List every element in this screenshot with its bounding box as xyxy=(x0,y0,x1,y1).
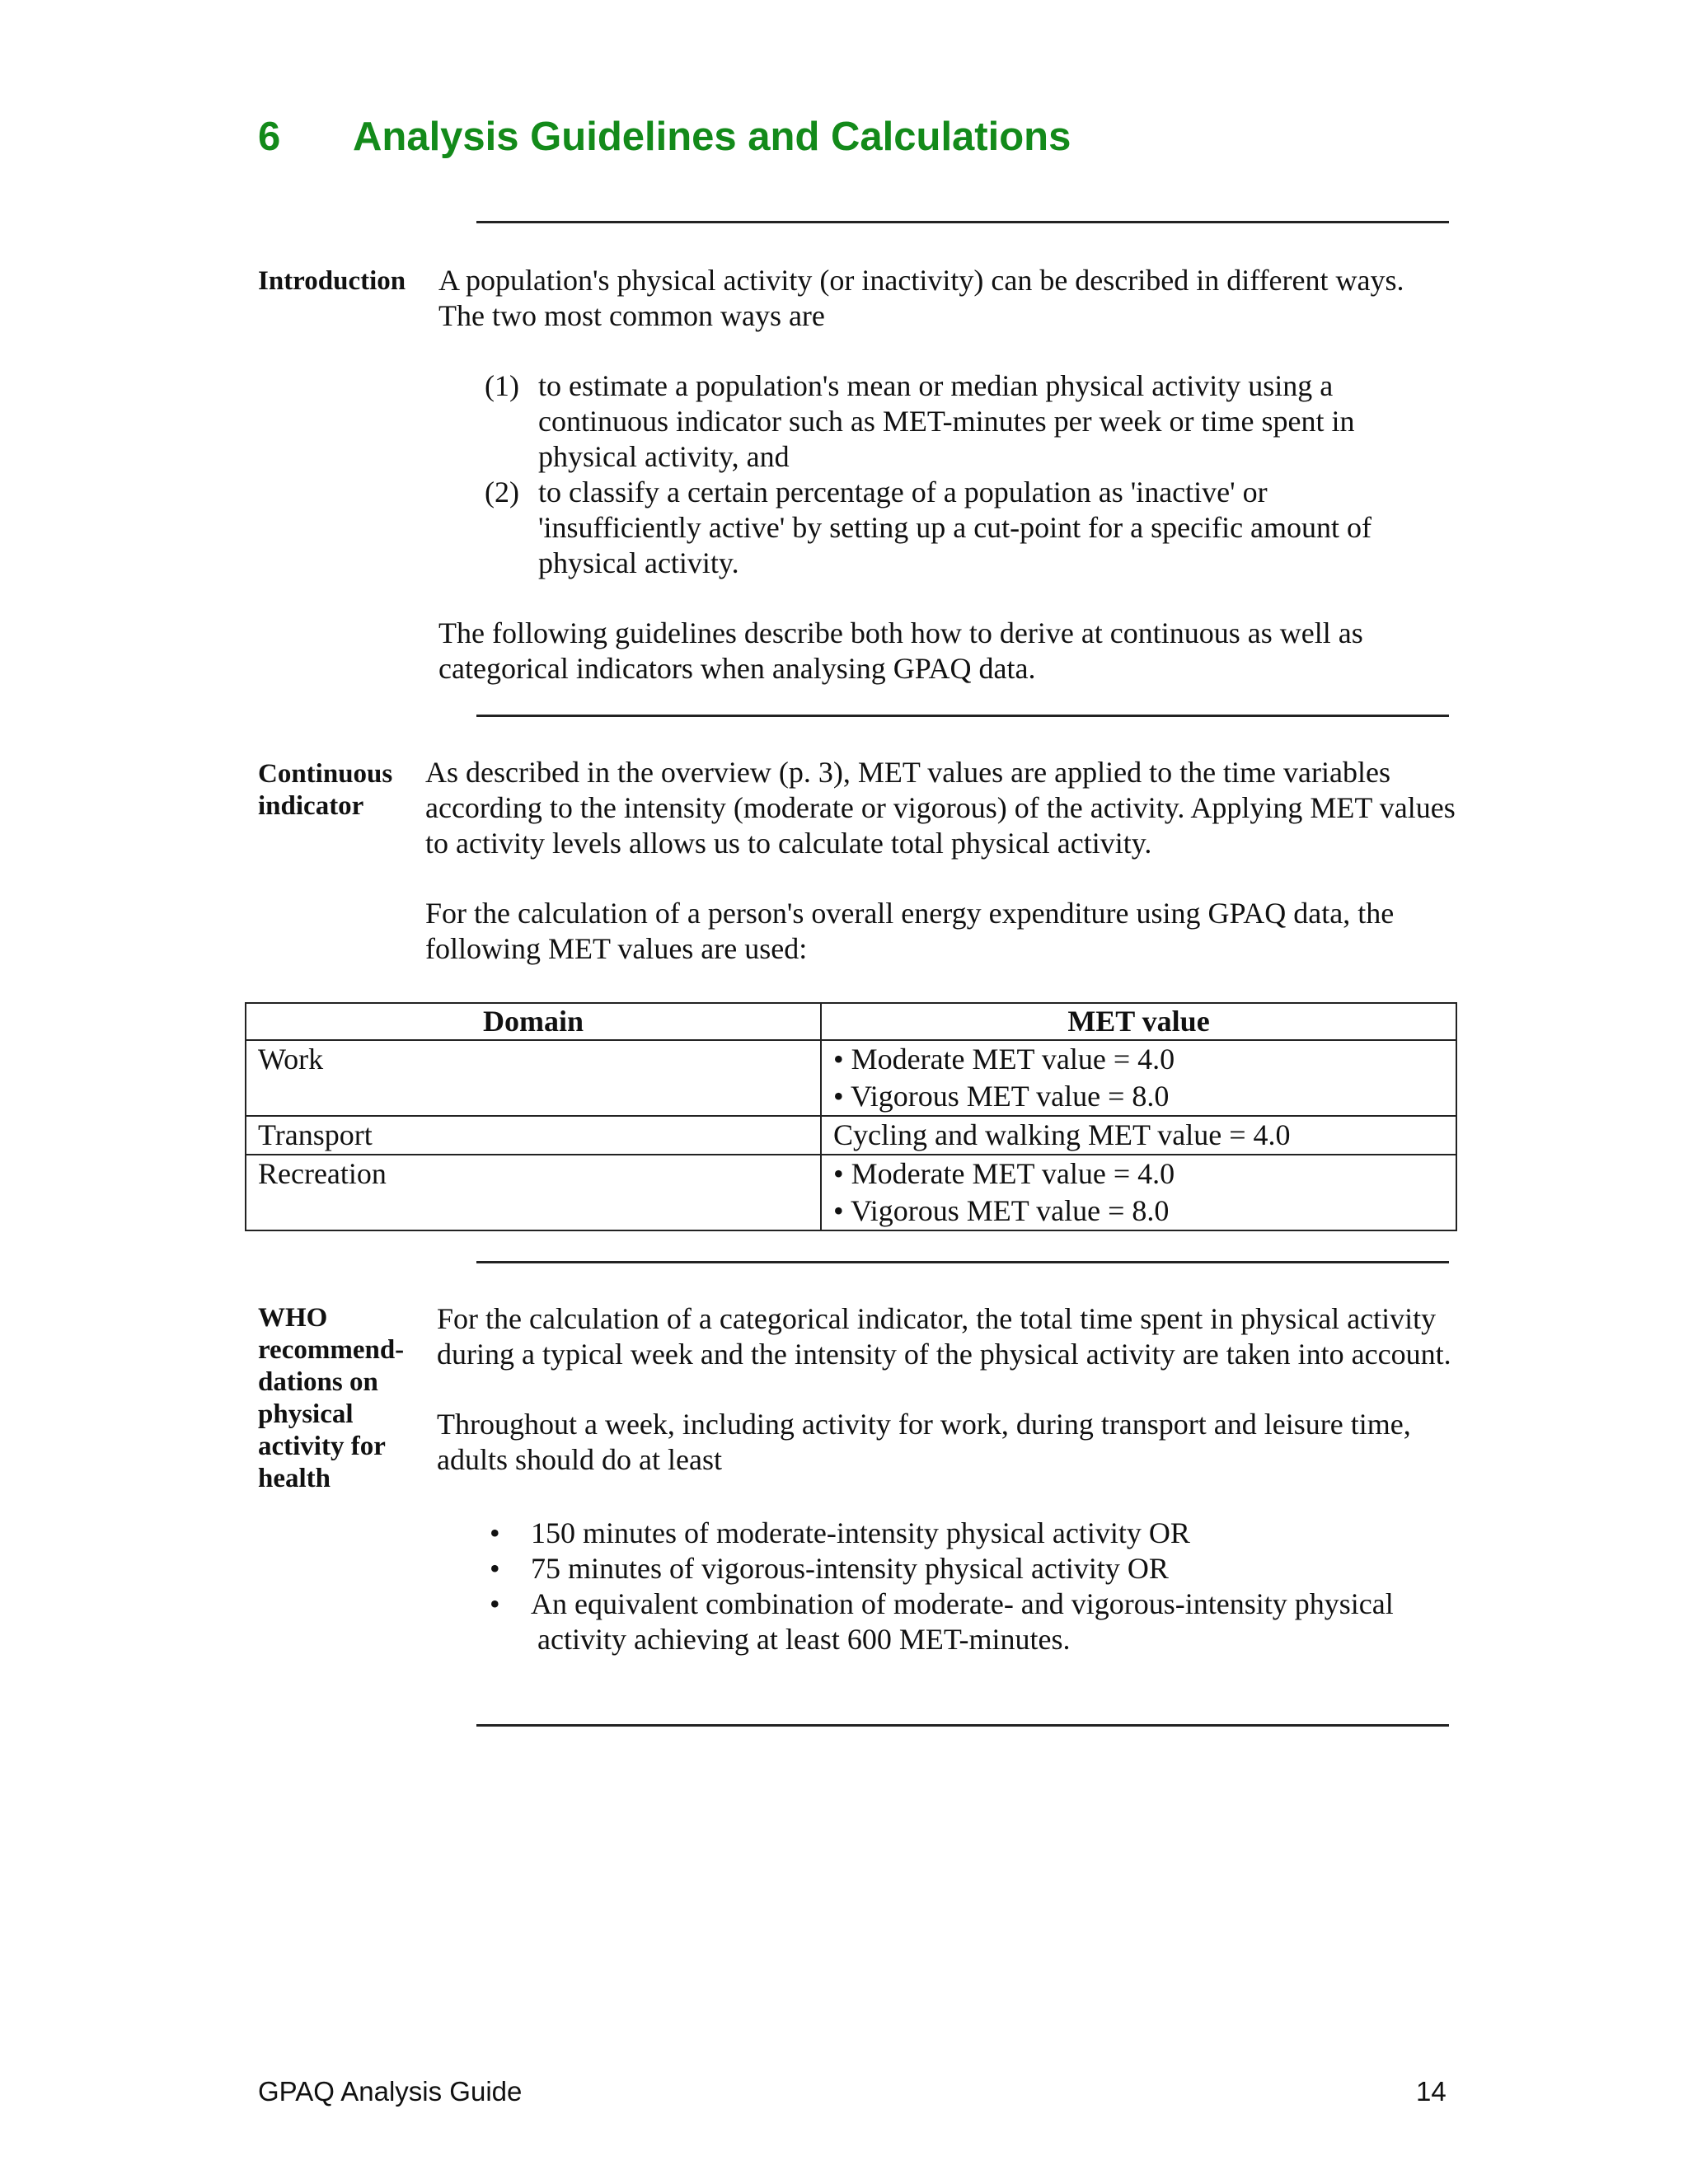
met-value-item: • Moderate MET value = 4.0 xyxy=(833,1157,1175,1190)
bullet-icon: • xyxy=(490,1552,500,1585)
section-heading xyxy=(258,114,1071,160)
list-item xyxy=(483,1551,1456,1586)
who-recommendations-body xyxy=(437,1301,1455,1657)
bullet-icon: • xyxy=(490,1516,500,1549)
met-value-cell xyxy=(821,1040,1456,1116)
table-row xyxy=(246,1040,1456,1116)
met-values-table xyxy=(245,1002,1457,1231)
divider-rule xyxy=(476,1261,1449,1263)
who-paragraph: For the calculation of a categorical indicator, the total time spent in physical activity during a typical week and the intensity of the physical activity are taken into account. xyxy=(437,1302,1451,1371)
list-marker: (1) xyxy=(485,369,519,402)
label-line: recommend- xyxy=(258,1335,405,1365)
continuous-paragraph-2: For the calculation of a person's overall energy expenditure using GPAQ data, the following MET values are used: xyxy=(425,897,1395,965)
label-line: physical xyxy=(258,1399,354,1429)
who-recommendations-label xyxy=(258,1302,404,1495)
continuous-paragraph: As described in the overview (p. 3), MET values are applied to the time variables according to the intensity (moderate or vigorous) of the activity. Applying MET values to activity levels allows us to calculate total physical activity. xyxy=(425,756,1456,860)
introduction-paragraph-2: The following guidelines describe both how to derive at continuous as well as categorical indicators when analysing GPAQ data. xyxy=(438,616,1363,685)
label-line: health xyxy=(258,1464,331,1493)
label-line: activity for xyxy=(258,1432,386,1461)
domain-cell: Work xyxy=(246,1040,821,1116)
domain-cell: Recreation xyxy=(246,1155,821,1230)
label-line: indicator xyxy=(258,791,364,821)
column-header-met-value: MET value xyxy=(821,1003,1456,1040)
list-item-text-continued: activity achieving at least 600 MET-minutes. xyxy=(537,1623,1071,1656)
introduction-numbered-list xyxy=(485,368,1416,581)
introduction-paragraph: A population's physical activity (or inactivity) can be described in different ways. The two most common ways are xyxy=(438,264,1404,332)
label-line: dations on xyxy=(258,1367,378,1397)
list-item xyxy=(483,1516,1456,1551)
list-item xyxy=(485,368,1416,475)
introduction-body xyxy=(438,263,1452,687)
list-item-text: 150 minutes of moderate-intensity physical activity OR xyxy=(531,1516,1190,1549)
footer-title: GPAQ Analysis Guide xyxy=(258,2076,523,2107)
section-title: Analysis Guidelines and Calculations xyxy=(353,115,1071,159)
list-item-text: An equivalent combination of moderate- and vigorous-intensity physical xyxy=(531,1587,1394,1620)
table-header-row xyxy=(246,1003,1456,1040)
label-line: WHO xyxy=(258,1303,328,1333)
who-paragraph-2: Throughout a week, including activity for work, during transport and leisure time, adults should do at least xyxy=(437,1408,1411,1476)
continuous-indicator-label xyxy=(258,758,392,823)
met-value-cell xyxy=(821,1155,1456,1230)
column-header-domain: Domain xyxy=(246,1003,821,1040)
section-number: 6 xyxy=(258,115,281,159)
divider-rule xyxy=(476,1724,1449,1727)
list-item xyxy=(483,1586,1456,1657)
label-line: Continuous xyxy=(258,759,393,789)
list-marker: (2) xyxy=(485,476,519,509)
list-item-text: to estimate a population's mean or median physical activity using a continuous indicator such as MET-minutes per week or time spent in physical activity, and xyxy=(538,369,1355,473)
list-item-text: to classify a certain percentage of a population as 'inactive' or 'insufficiently active' by setting up a cut-point for a specific amount of physical activity. xyxy=(538,476,1372,579)
list-item-text: 75 minutes of vigorous-intensity physical activity OR xyxy=(531,1552,1169,1585)
table-row xyxy=(246,1155,1456,1230)
met-value-cell: Cycling and walking MET value = 4.0 xyxy=(821,1116,1456,1155)
domain-cell: Transport xyxy=(246,1116,821,1155)
page-number: 14 xyxy=(1416,2076,1447,2107)
list-item xyxy=(485,475,1416,581)
table-row xyxy=(246,1116,1456,1155)
met-value-item: • Vigorous MET value = 8.0 xyxy=(833,1194,1170,1227)
bullet-icon: • xyxy=(490,1587,500,1620)
met-value-item: • Vigorous MET value = 8.0 xyxy=(833,1080,1170,1113)
divider-rule xyxy=(476,221,1449,223)
met-value-item: • Moderate MET value = 4.0 xyxy=(833,1043,1175,1076)
who-bullet-list xyxy=(483,1516,1456,1657)
introduction-label: Introduction xyxy=(258,266,406,296)
continuous-indicator-body xyxy=(425,755,1456,967)
divider-rule xyxy=(476,715,1449,717)
